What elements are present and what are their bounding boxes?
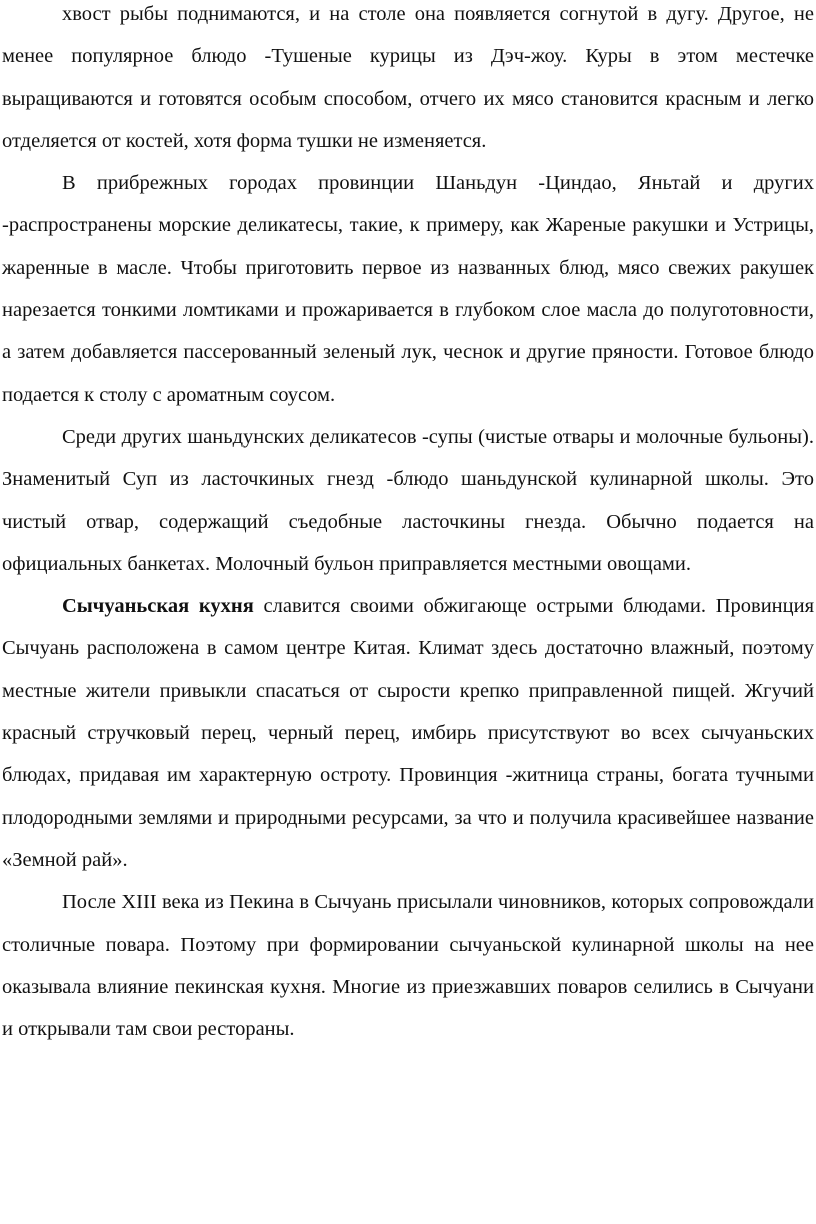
paragraph-sichuan-cuisine xyxy=(2,585,814,881)
paragraph-beijing-influence: После XIII века из Пекина в Сычуань присылали чиновников, которых сопровождали столичные повара. Поэтому при формировании сычуаньской кулинарной школы на нее оказывала влияние пекинская кухня. Многие из приезжавших поваров селились в Сычуани и открывали там свои рестораны. xyxy=(2,891,814,1041)
paragraph-coastal-delicacies: В прибрежных городах провинции Шаньдун -Циндао, Яньтай и других -распространены морские деликатесы, такие, к примеру, как Жареные ракушки и Устрицы, жаренные в масле. Чтобы приготовить первое из названных блюд, мясо свежих ракушек нарезается тонкими ломтиками и прожаривается в глубоком слое масла до полуготовности, а затем добавляется пассерованный зеленый лук, чеснок и другие пряности. Готовое блюдо подается к столу с ароматным соусом. xyxy=(2,172,814,406)
paragraph-sichuan-text: славится своими обжигающе острыми блюдами. Провинция Сычуань расположена в самом центре Китая. Климат здесь достаточно влажный, поэтому местные жители привыкли спасаться от сырости крепко приправленной пищей. Жгучий красный стручковый перец, черный перец, имбирь присутствуют во всех сычуаньских блюдах, придавая им характерную остроту. Провинция -житница страны, богата тучными плодородными землями и природными ресурсами, за что и получила красивейшее название «Земной рай». xyxy=(2,595,814,871)
paragraph-shandong-soups: Среди других шаньдунских деликатесов -супы (чистые отвары и молочные бульоны). Знаменитый Суп из ласточкиных гнезд -блюдо шаньдунской кулинарной школы. Это чистый отвар, содержащий съедобные ласточкины гнезда. Обычно подается на официальных банкетах. Молочный бульон приправляется местными овощами. xyxy=(2,425,814,575)
bold-heading-sichuan-cuisine: Сычуаньская кухня xyxy=(62,595,254,618)
paragraph-fish-and-chicken: хвост рыбы поднимаются, и на столе она появляется согнутой в дугу. Другое, не менее популярное блюдо -Тушеные курицы из Дэч-жоу. Куры в этом местечке выращиваются и готовятся особым способом, отчего их мясо становится красным и легко отделяется от костей, хотя форма тушки не изменяется. xyxy=(2,3,814,152)
